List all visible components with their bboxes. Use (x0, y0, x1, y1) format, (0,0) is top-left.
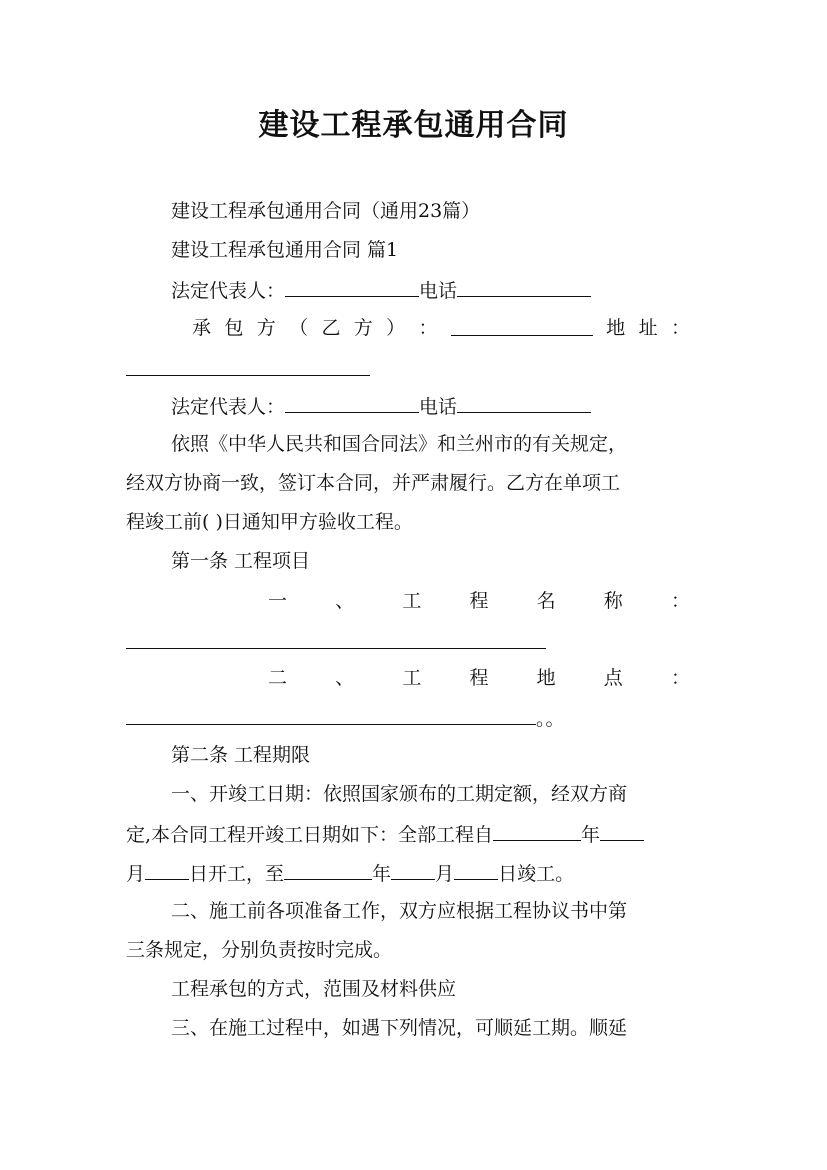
phone-label: 电话 (419, 396, 458, 418)
article-2-heading: 第二条 工程期限 (171, 744, 311, 766)
address-char: 地 (606, 317, 626, 339)
period-marks: 。。 (536, 708, 565, 730)
month-label: 月 (126, 863, 146, 885)
dates-line-1: 一、开竣工日期：依照国家颁布的工期定额，经双方商 (171, 783, 628, 805)
prep-line-1: 二、施工前各项准备工作，双方应根据工程协议书中第 (171, 900, 628, 922)
item2-char: ： (670, 667, 690, 689)
contractor-char: 方 (353, 317, 373, 339)
contractor-char: 包 (224, 317, 244, 339)
legal-rep-line-2 (171, 388, 702, 422)
end-day-blank (454, 855, 498, 880)
legal-rep-line-1 (171, 272, 702, 306)
phone-label: 电话 (419, 280, 458, 302)
contractor-char: 乙 (321, 317, 341, 339)
address-char: ： (670, 317, 690, 339)
contractor-char: 方 (256, 317, 276, 339)
end-year-blank (284, 855, 372, 880)
year-label: 年 (372, 863, 392, 885)
item1-char: 称 (603, 590, 623, 612)
contractor-char: （ (289, 317, 309, 339)
dates-line-2 (126, 816, 702, 850)
start-year-blank (493, 816, 581, 841)
item2-char: 、 (335, 667, 355, 689)
contractor-char: ： (418, 317, 438, 339)
project-location-blank-line (126, 700, 702, 734)
intro-line-2: 经双方协商一致，签订本合同，并严肃履行。乙方在单项工 (126, 472, 621, 494)
item2-char: 地 (536, 667, 556, 689)
month-label: 月 (435, 863, 455, 885)
project-location-line (268, 661, 690, 695)
item2-char: 二 (268, 667, 288, 689)
contractor-char: ） (386, 317, 406, 339)
item1-char: 、 (335, 590, 355, 612)
legal-rep-label: 法定代表人： (171, 280, 286, 302)
address-char: 址 (638, 317, 658, 339)
phone-blank (457, 272, 591, 297)
legal-rep-label: 法定代表人： (171, 396, 286, 418)
intro-line-1: 依照《中华人民共和国合同法》和兰州市的有关规定， (171, 433, 628, 455)
item1-char: ： (670, 590, 690, 612)
subtitle: 建设工程承包通用合同（通用23篇） (171, 200, 481, 222)
method-heading: 工程承包的方式，范围及材料供应 (171, 978, 457, 1000)
delay-line: 三、在施工过程中，如遇下列情况，可顺延工期。顺延 (171, 1017, 628, 1039)
article-1-heading: 第一条 工程项目 (171, 550, 311, 572)
legal-rep-blank (285, 388, 419, 413)
item2-char: 程 (469, 667, 489, 689)
item1-char: 工 (402, 590, 422, 612)
start-day-blank (145, 855, 189, 880)
part-heading: 建设工程承包通用合同 篇1 (171, 239, 399, 261)
dates-line-3 (126, 855, 702, 889)
phone-blank (457, 388, 591, 413)
project-location-blank (126, 700, 536, 725)
item2-char: 点 (603, 667, 623, 689)
project-name-line (268, 584, 690, 618)
start-text: 日开工，至 (189, 863, 285, 885)
end-month-blank (391, 855, 435, 880)
address-blank (126, 374, 370, 376)
prep-line-2: 三条规定，分别负责按时完成。 (126, 939, 393, 961)
intro-line-3: 程竣工前( )日通知甲方验收工程。 (126, 511, 413, 533)
item1-char: 程 (469, 590, 489, 612)
project-name-blank (126, 647, 546, 649)
start-month-blank (600, 816, 644, 841)
legal-rep-blank (285, 272, 419, 297)
contractor-char: 承 (192, 317, 212, 339)
year-label: 年 (581, 824, 601, 846)
item2-char: 工 (402, 667, 422, 689)
dates-text: 定,本合同工程开竣工日期如下：全部工程自 (126, 824, 494, 846)
end-text: 日竣工。 (498, 863, 575, 885)
document-title: 建设工程承包通用合同 (258, 108, 569, 143)
item1-char: 一 (268, 590, 288, 612)
contractor-blank (451, 311, 593, 336)
item1-char: 名 (536, 590, 556, 612)
contractor-line (192, 311, 690, 345)
